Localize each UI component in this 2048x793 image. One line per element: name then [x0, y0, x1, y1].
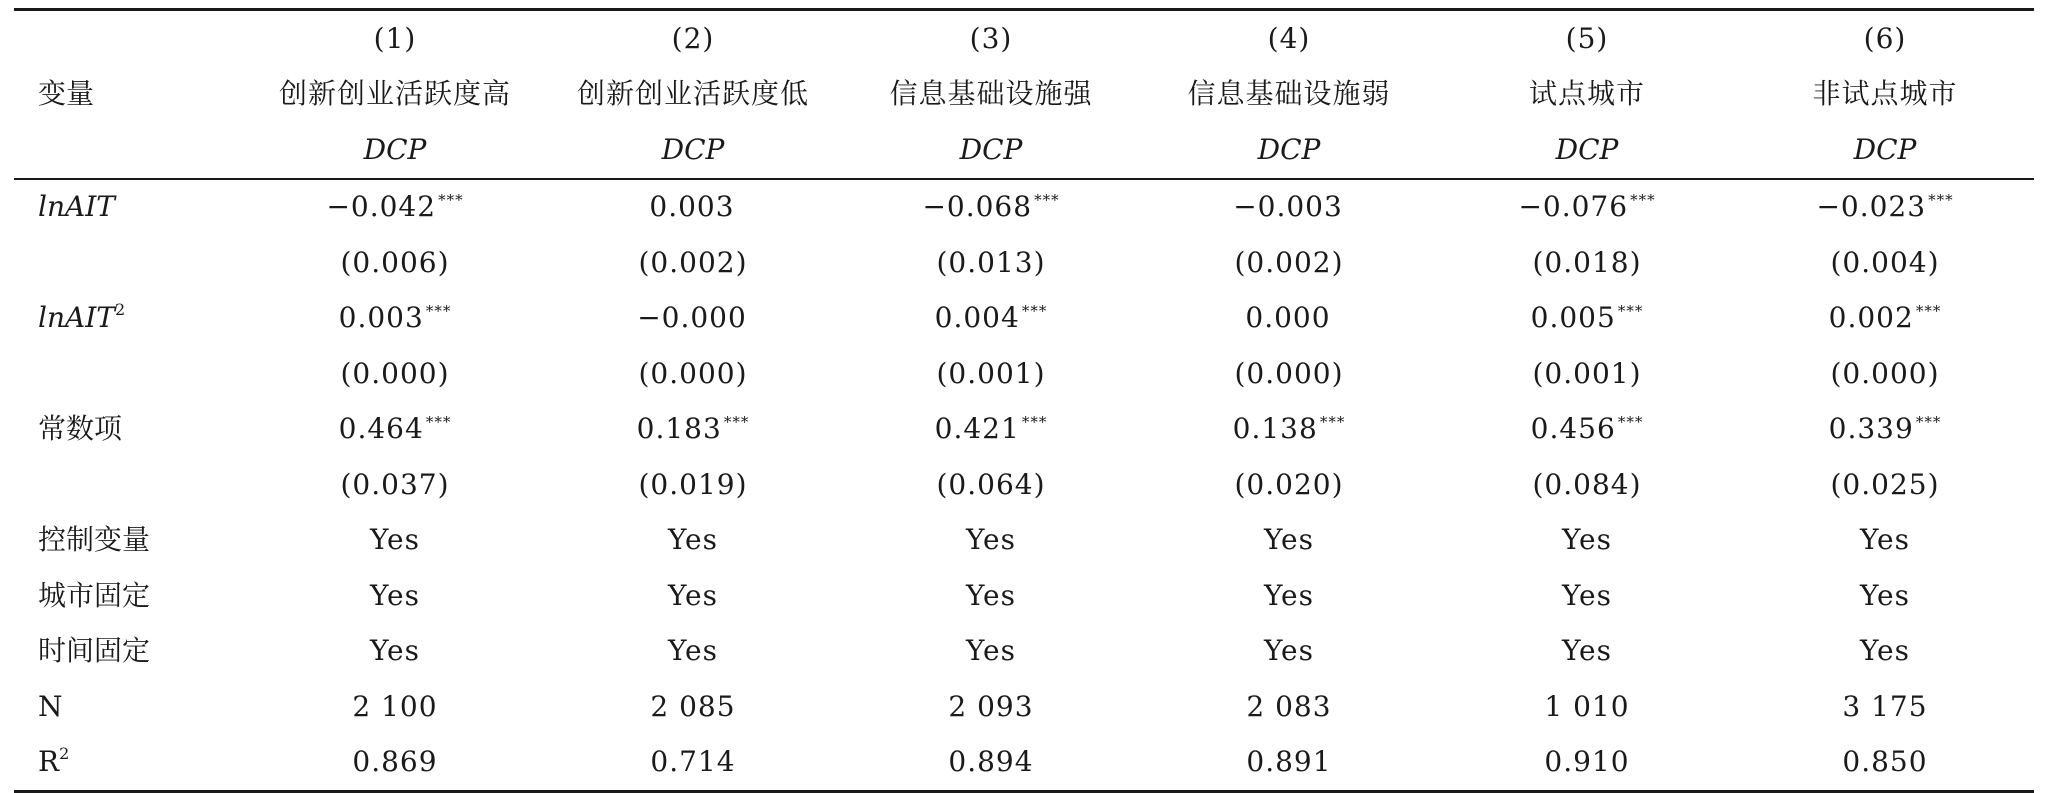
standard-error: (0.013): [936, 245, 1046, 279]
coefficient-value: −0.003: [1233, 190, 1343, 224]
indicator-value: Yes: [966, 634, 1016, 668]
empty-label-cell: [14, 346, 246, 402]
coefficient-value: 0.004: [934, 301, 1020, 335]
column-name-6: 非试点城市: [1812, 77, 1958, 111]
indicator-value: Yes: [1860, 578, 1910, 612]
coefficient-value: 0.464: [338, 412, 424, 446]
r-squared-value: 0.714: [544, 735, 842, 792]
significance-stars: ***: [1319, 413, 1346, 431]
dependent-variable-1: DCP: [246, 122, 544, 179]
indicator-value: Yes: [966, 523, 1016, 557]
dependent-variable-6: DCP: [1736, 122, 2034, 179]
coefficient-value: −0.076: [1518, 190, 1629, 224]
indicator-label: 时间固定: [38, 634, 151, 668]
coefficient-cell: [842, 291, 1140, 347]
coefficient-value: −0.068: [922, 190, 1033, 224]
coefficient-value: 0.339: [1828, 412, 1914, 446]
column-index-3: (3): [842, 10, 1140, 67]
significance-stars: ***: [438, 191, 464, 209]
coefficient-value: 0.138: [1232, 412, 1318, 446]
coefficient-cell: [1438, 291, 1736, 347]
significance-stars: ***: [1915, 413, 1942, 431]
indicator-value: Yes: [1264, 578, 1314, 612]
indicator-value: Yes: [668, 578, 718, 612]
standard-error: (0.004): [1830, 245, 1940, 279]
r-squared-value: 0.891: [1140, 735, 1438, 792]
standard-error: (0.020): [1234, 467, 1344, 501]
regression-table-container: [14, 8, 2034, 793]
standard-error: (0.002): [638, 245, 748, 279]
significance-stars: ***: [1021, 413, 1048, 431]
dependent-variable-4: DCP: [1140, 122, 1438, 179]
column-index-2: (2): [544, 10, 842, 67]
r-squared-exponent: 2: [59, 744, 70, 764]
indicator-value: Yes: [668, 634, 718, 668]
r-squared-value: 0.910: [1438, 735, 1736, 792]
dependent-variable-2: DCP: [544, 122, 842, 179]
indicator-value: Yes: [370, 634, 420, 668]
coefficient-cell: [1140, 179, 1438, 236]
variable-exponent: 2: [114, 300, 126, 320]
r-squared-value: 0.894: [842, 735, 1140, 792]
coef-row-lnait-squared: [14, 291, 2034, 347]
indicator-value: Yes: [1860, 523, 1910, 557]
indicator-value: Yes: [1264, 523, 1314, 557]
header-spacer: [14, 10, 246, 67]
indicator-value: Yes: [668, 523, 718, 557]
standard-error: (0.019): [638, 467, 748, 501]
standard-error: (0.000): [1830, 356, 1940, 390]
indicator-value: Yes: [370, 523, 420, 557]
indicator-label: 城市固定: [38, 578, 151, 612]
coefficient-value: 0.421: [934, 412, 1020, 446]
se-row-lnait: [14, 235, 2034, 291]
coefficient-value: 0.456: [1530, 412, 1616, 446]
standard-error: (0.001): [936, 356, 1046, 390]
column-index-5: (5): [1438, 10, 1736, 67]
header-row-dependent: [14, 122, 2034, 179]
standard-error: (0.037): [340, 467, 450, 501]
coefficient-value: 0.003: [649, 190, 735, 224]
standard-error: (0.018): [1532, 245, 1642, 279]
significance-stars: ***: [723, 413, 750, 431]
indicator-row-controls: [14, 513, 2034, 569]
r-squared-value: 0.869: [246, 735, 544, 792]
column-name-3: 信息基础设施强: [889, 77, 1093, 111]
variable-label-constant: 常数项: [38, 412, 123, 446]
r-squared-base: R: [38, 745, 60, 779]
standard-error: (0.000): [340, 356, 450, 390]
r-squared-row: [14, 735, 2034, 792]
column-name-1: 创新创业活跃度高: [278, 77, 511, 111]
observations-value: 2 083: [1246, 689, 1332, 723]
column-index-4: (4): [1140, 10, 1438, 67]
coefficient-cell: [1438, 179, 1736, 236]
coefficient-cell: [1140, 291, 1438, 347]
indicator-value: Yes: [1264, 634, 1314, 668]
variable-header: 变量: [38, 77, 95, 111]
observations-value: 1 010: [1544, 689, 1630, 723]
standard-error: (0.000): [638, 356, 748, 390]
table-header: [14, 10, 2034, 179]
standard-error: (0.001): [1532, 356, 1642, 390]
observations-value: 3 175: [1842, 689, 1928, 723]
significance-stars: ***: [1915, 302, 1942, 320]
r-squared-label: [14, 735, 246, 792]
significance-stars: ***: [1928, 191, 1954, 209]
header-row-index: [14, 10, 2034, 67]
coefficient-cell: [1736, 402, 2034, 458]
significance-stars: ***: [1617, 413, 1644, 431]
column-name-4: 信息基础设施弱: [1187, 77, 1391, 111]
standard-error: (0.006): [340, 245, 450, 279]
dependent-variable-5: DCP: [1438, 122, 1736, 179]
regression-table: [14, 8, 2034, 793]
indicator-value: Yes: [966, 578, 1016, 612]
empty-label-cell: [14, 457, 246, 513]
coefficient-cell: [246, 402, 544, 458]
coefficient-cell: [544, 291, 842, 347]
coefficient-cell: [842, 402, 1140, 458]
coefficient-cell: [246, 179, 544, 236]
coefficient-value: 0.003: [338, 301, 424, 335]
coefficient-value: −0.042: [326, 190, 437, 224]
significance-stars: ***: [425, 302, 452, 320]
significance-stars: ***: [1630, 191, 1656, 209]
dependent-variable-3: DCP: [842, 122, 1140, 179]
indicator-value: Yes: [1860, 634, 1910, 668]
coefficient-cell: [1438, 402, 1736, 458]
significance-stars: ***: [1617, 302, 1644, 320]
significance-stars: ***: [1034, 191, 1060, 209]
coef-row-constant: [14, 402, 2034, 458]
indicator-value: Yes: [1562, 523, 1612, 557]
observations-value: 2 100: [352, 689, 438, 723]
column-index-1: (1): [246, 10, 544, 67]
indicator-value: Yes: [370, 578, 420, 612]
column-name-5: 试点城市: [1528, 77, 1645, 111]
variable-base: lnAIT: [38, 301, 115, 335]
standard-error: (0.002): [1234, 245, 1344, 279]
se-row-constant: [14, 457, 2034, 513]
coefficient-cell: [1736, 179, 2034, 236]
indicator-row-city-fe: [14, 568, 2034, 624]
indicator-label: 控制变量: [38, 523, 151, 557]
standard-error: (0.025): [1830, 467, 1940, 501]
variable-label-lnait-squared: [14, 291, 246, 347]
coefficient-value: 0.000: [1245, 301, 1331, 335]
coefficient-cell: [544, 402, 842, 458]
significance-stars: ***: [1021, 302, 1048, 320]
variable-label-lnait: lnAIT: [38, 190, 115, 224]
indicator-value: Yes: [1562, 578, 1612, 612]
standard-error: (0.000): [1234, 356, 1344, 390]
table-body: [14, 179, 2034, 792]
significance-stars: ***: [425, 413, 452, 431]
coefficient-value: 0.183: [636, 412, 722, 446]
se-row-lnait-squared: [14, 346, 2034, 402]
coefficient-cell: [246, 291, 544, 347]
coefficient-cell: [842, 179, 1140, 236]
coefficient-cell: [1736, 291, 2034, 347]
observations-row: [14, 679, 2034, 735]
observations-value: 2 085: [650, 689, 736, 723]
coefficient-cell: [544, 179, 842, 236]
observations-label: N: [38, 689, 63, 723]
empty-label-cell: [14, 235, 246, 291]
coefficient-value: −0.000: [637, 301, 747, 335]
coefficient-value: −0.023: [1816, 190, 1927, 224]
standard-error: (0.084): [1532, 467, 1642, 501]
r-squared-value: 0.850: [1736, 735, 2034, 792]
coefficient-value: 0.005: [1530, 301, 1616, 335]
coef-row-lnait: [14, 179, 2034, 236]
column-index-6: (6): [1736, 10, 2034, 67]
coefficient-cell: [1140, 402, 1438, 458]
header-row-name: [14, 67, 2034, 123]
column-name-2: 创新创业活跃度低: [576, 77, 809, 111]
header-spacer: [14, 122, 246, 179]
coefficient-value: 0.002: [1828, 301, 1914, 335]
indicator-value: Yes: [1562, 634, 1612, 668]
observations-value: 2 093: [948, 689, 1034, 723]
standard-error: (0.064): [936, 467, 1046, 501]
indicator-row-time-fe: [14, 624, 2034, 680]
